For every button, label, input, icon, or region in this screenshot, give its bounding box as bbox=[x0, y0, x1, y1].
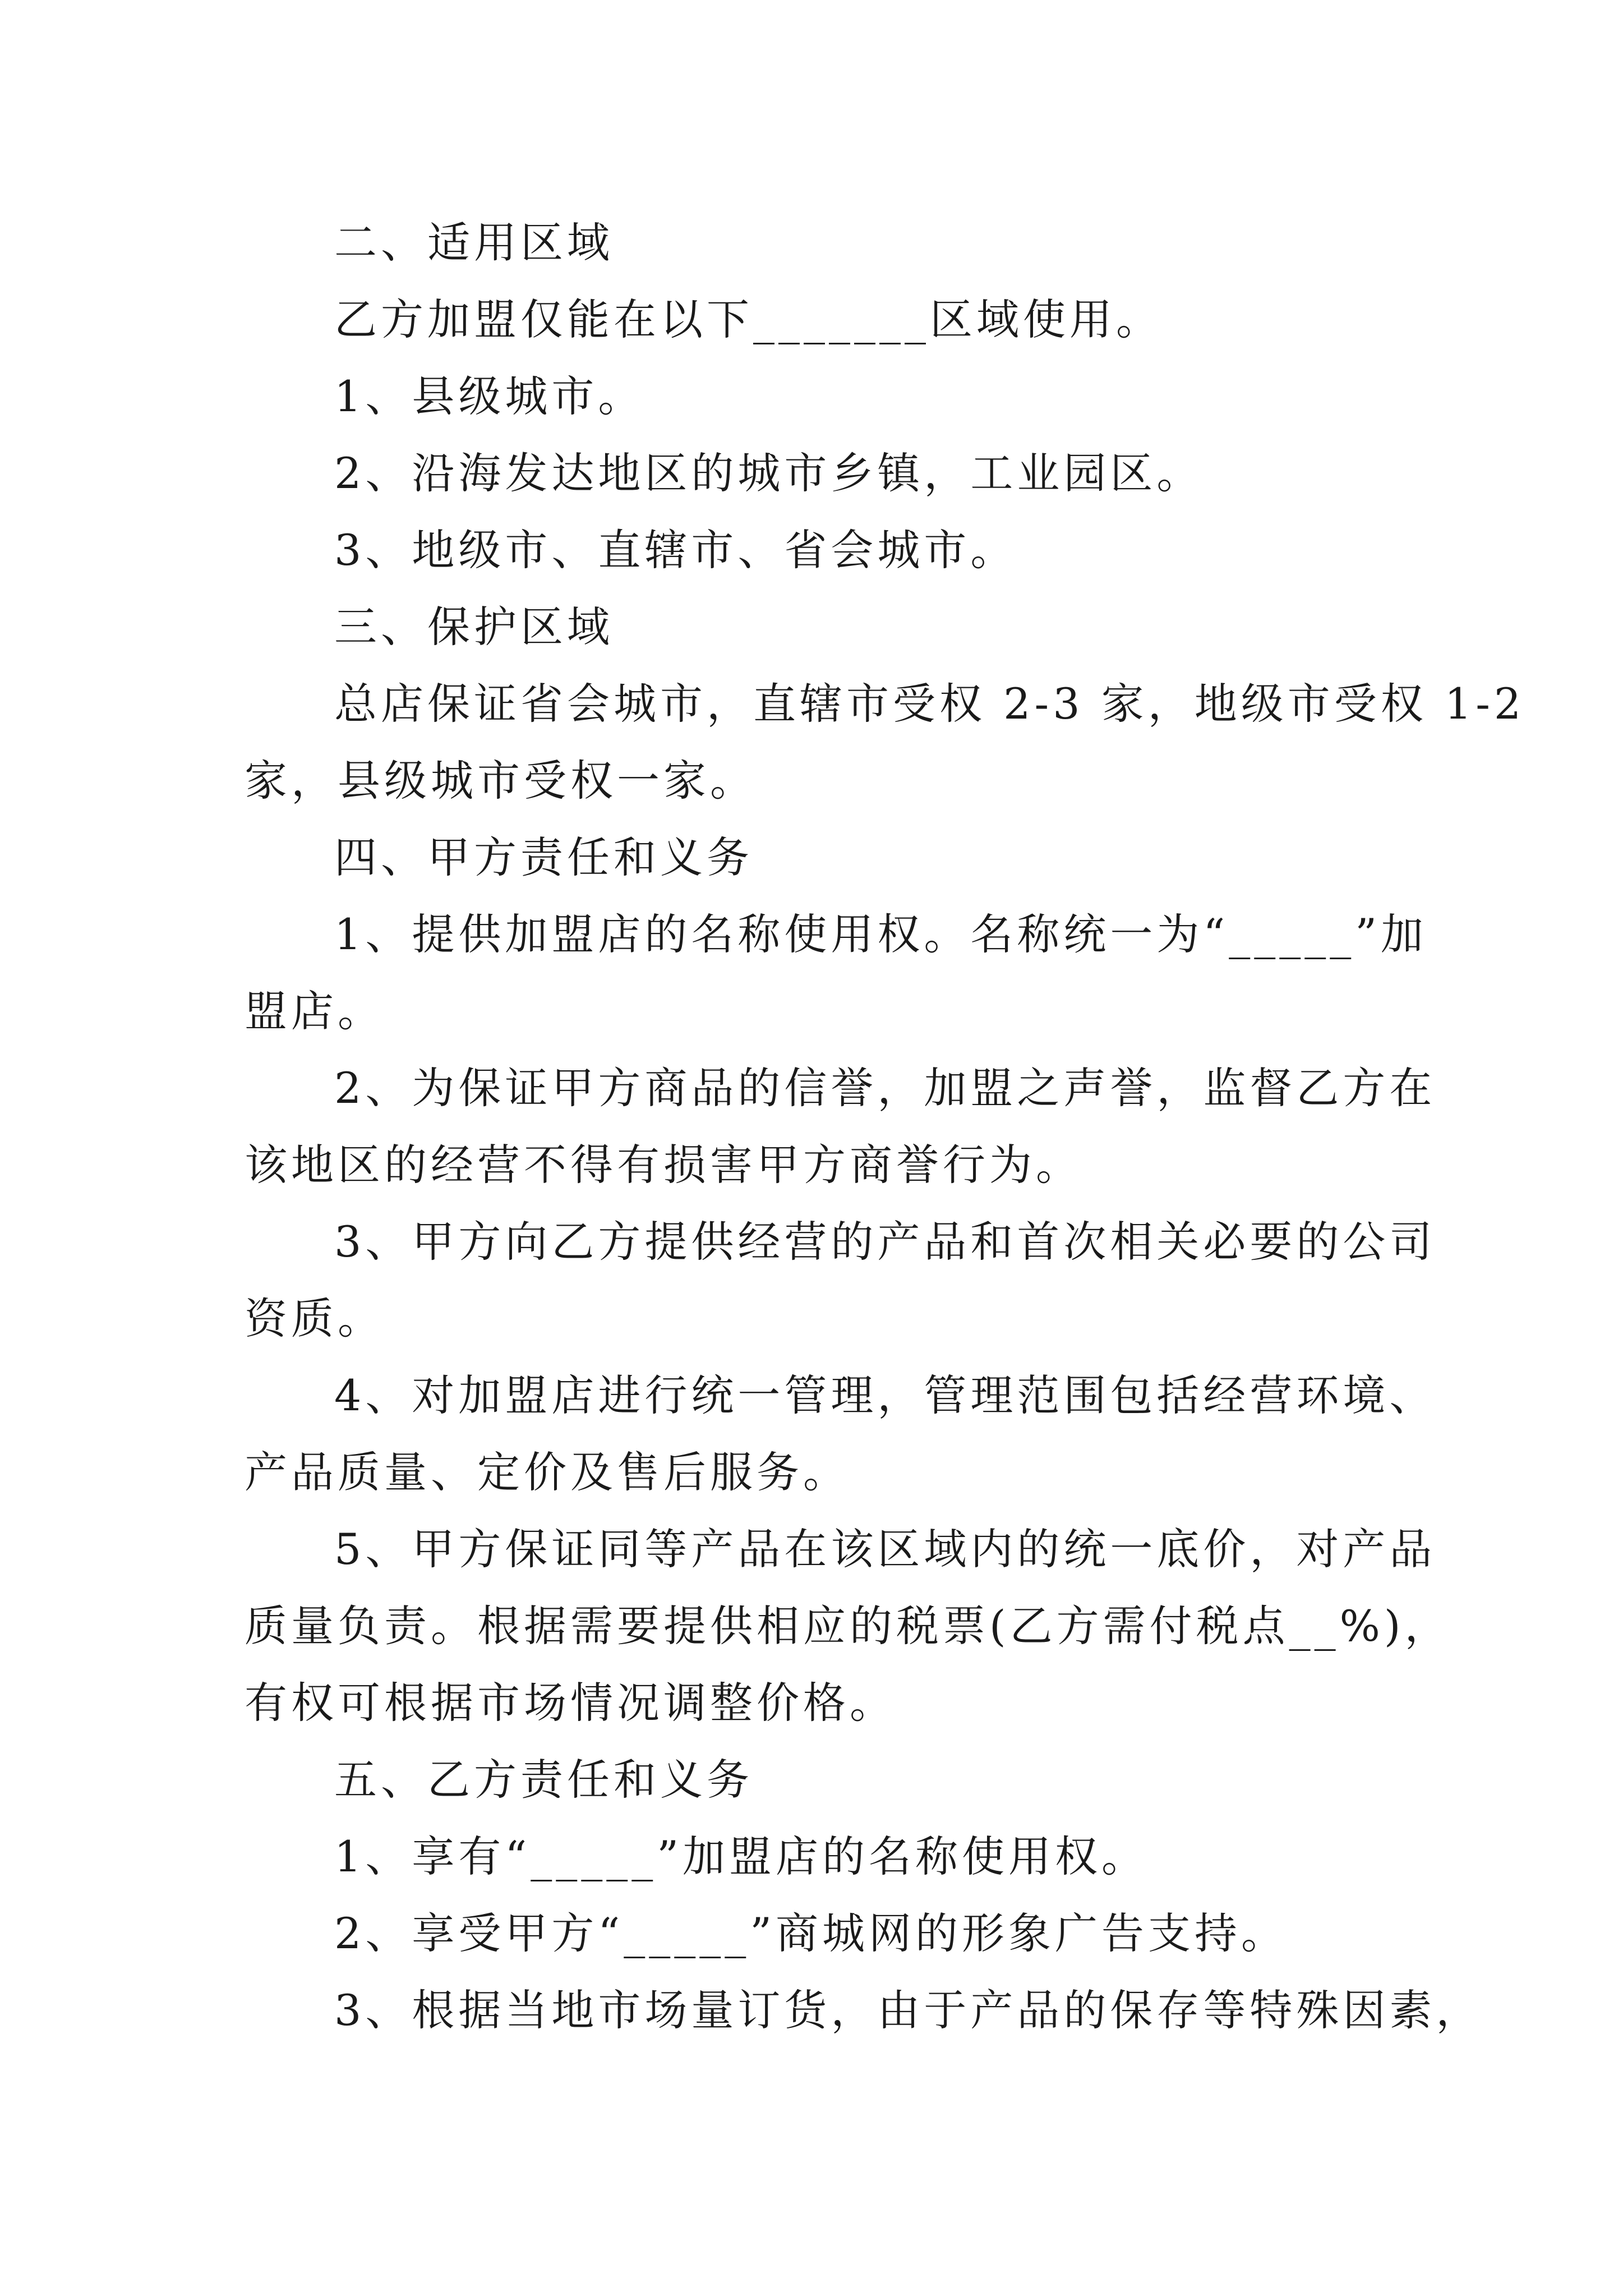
list-item: 5、甲方保证同等产品在该区域内的统一底价，对产品 bbox=[334, 1524, 1436, 1574]
paragraph-line: 有权可根据市场情况调整价格。 bbox=[245, 1678, 896, 1728]
list-item: 1、享有“_____”加盟店的名称使用权。 bbox=[334, 1832, 1149, 1881]
list-item: 2、享受甲方“_____”商城网的形象广告支持。 bbox=[334, 1908, 1288, 1958]
paragraph-line: 该地区的经营不得有损害甲方商誉行为。 bbox=[245, 1140, 1082, 1190]
list-item: 3、甲方向乙方提供经营的产品和首次相关必要的公司 bbox=[334, 1217, 1436, 1267]
paragraph-line: 总店保证省会城市，直辖市受权 2-3 家，地级市受权 1-2 bbox=[334, 679, 1525, 729]
list-item: 4、对加盟店进行统一管理，管理范围包括经营环境、 bbox=[334, 1370, 1436, 1420]
paragraph-line: 产品质量、定价及售后服务。 bbox=[245, 1447, 850, 1497]
list-item: 1、提供加盟店的名称使用权。名称统一为“_____”加 bbox=[334, 909, 1428, 959]
paragraph-line: 质量负责。根据需要提供相应的税票(乙方需付税点__%)， bbox=[245, 1601, 1451, 1651]
paragraph-line: 乙方加盟仅能在以下_______区域使用。 bbox=[334, 295, 1163, 344]
paragraph-line: 资质。 bbox=[245, 1294, 384, 1343]
heading-section-5: 五、乙方责任和义务 bbox=[334, 1755, 753, 1805]
list-item: 1、县级城市。 bbox=[334, 371, 645, 421]
list-item: 3、根据当地市场量订货，由于产品的保存等特殊因素， bbox=[334, 1985, 1483, 2035]
list-item: 3、地级市、直辖市、省会城市。 bbox=[334, 525, 1017, 575]
heading-section-4: 四、甲方责任和义务 bbox=[334, 832, 753, 882]
list-item: 2、沿海发达地区的城市乡镇，工业园区。 bbox=[334, 448, 1204, 498]
heading-section-2: 二、适用区域 bbox=[334, 218, 614, 268]
list-item: 2、为保证甲方商品的信誉，加盟之声誉，监督乙方在 bbox=[334, 1063, 1436, 1113]
paragraph-line: 盟店。 bbox=[245, 986, 384, 1036]
paragraph-line: 家，县级城市受权一家。 bbox=[245, 756, 757, 806]
heading-section-3: 三、保护区域 bbox=[334, 602, 614, 652]
